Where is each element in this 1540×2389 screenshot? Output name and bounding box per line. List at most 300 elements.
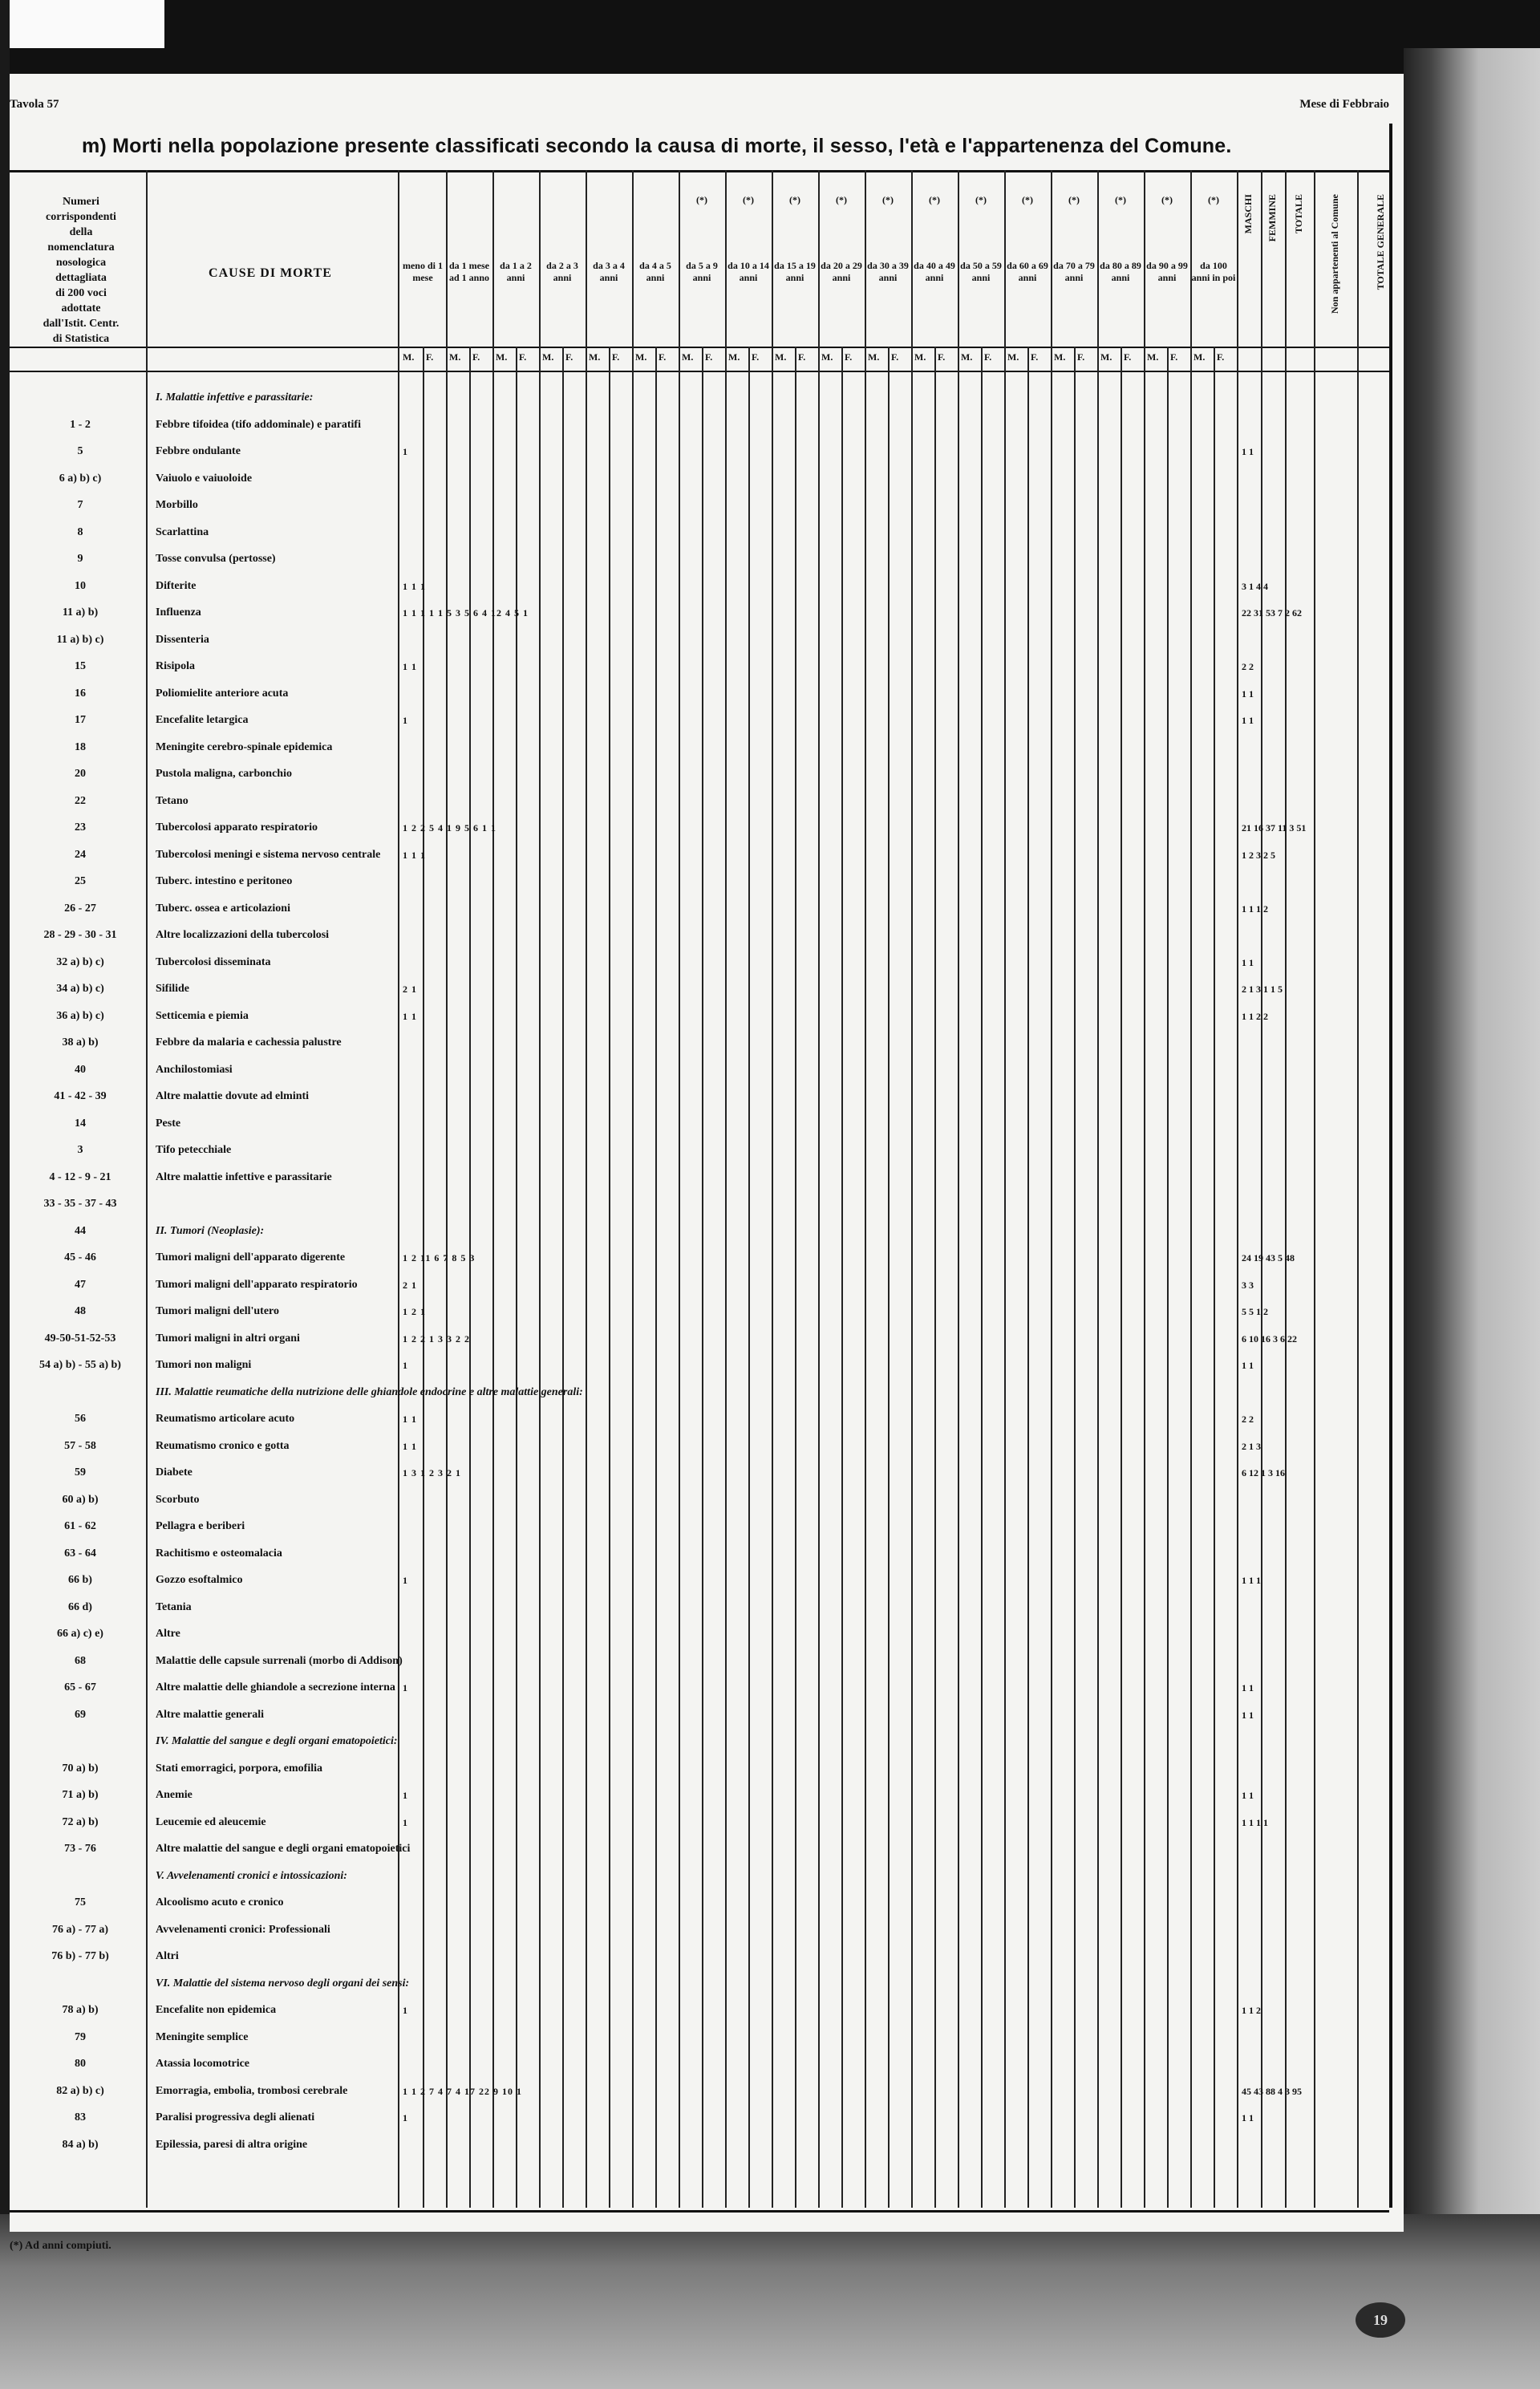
sex-female-header: F.	[565, 351, 573, 363]
scan-border-left	[0, 0, 10, 2389]
row-totals: 3 3	[1242, 1279, 1254, 1291]
table-row	[10, 1681, 1389, 1697]
table-row	[10, 1063, 1389, 1079]
row-age-values: 1	[403, 1816, 408, 1828]
row-nomenclature-number: 84 a) b)	[62, 2138, 99, 2151]
totale-header: TOTALE	[1293, 194, 1304, 233]
age-footnote-marker: (*)	[929, 194, 940, 205]
table-row	[10, 874, 1389, 890]
row-nomenclature-number: 56	[75, 1413, 86, 1425]
age-footnote-marker: (*)	[696, 194, 707, 205]
row-nomenclature-number: 24	[75, 848, 86, 861]
sex-male-header: M.	[496, 351, 508, 363]
row-nomenclature-number: 49-50-51-52-53	[44, 1332, 116, 1345]
row-nomenclature-number: 16	[75, 687, 86, 700]
row-cause-label: Encefalite non epidemica	[156, 2004, 277, 2016]
row-cause-label: IV. Malattie del sangue e degli organi ematopoietici:	[156, 1735, 398, 1747]
row-cause-label: Anchilostomiasi	[156, 1063, 233, 1076]
row-cause-label: Tubercolosi apparato respiratorio	[156, 821, 318, 834]
non-appartenenti-header: Non appartenenti al Comune	[1329, 194, 1340, 314]
table-row	[10, 1842, 1389, 1858]
row-nomenclature-number: 57 - 58	[64, 1439, 96, 1452]
table-row	[10, 1600, 1389, 1616]
table-row	[10, 1197, 1389, 1213]
scan-border-bottom	[0, 2214, 1540, 2389]
row-cause-label: Tumori maligni dell'apparato respiratorio	[156, 1278, 358, 1291]
sex-male-header: M.	[682, 351, 694, 363]
age-group-header: da 90 a 99 anni	[1146, 260, 1188, 283]
row-cause-label: Risipola	[156, 660, 196, 672]
row-cause-label: Tubercolosi meningi e sistema nervoso centrale	[156, 848, 381, 861]
nomenclature-header-line: di 200 voci	[55, 287, 107, 299]
row-cause-label: Tumori maligni in altri organi	[156, 1332, 300, 1345]
row-totals: 1 1	[1242, 2112, 1254, 2123]
row-cause-label: Pustola maligna, carbonchio	[156, 768, 292, 780]
age-group-header: da 2 a 3 anni	[546, 260, 578, 283]
sex-female-header: F.	[938, 351, 946, 363]
row-totals: 1 1 1 2	[1242, 902, 1268, 915]
table-row	[10, 1332, 1389, 1348]
sex-female-header: F.	[519, 351, 527, 363]
age-group-header: meno di 1 mese	[402, 260, 443, 283]
table-row	[10, 687, 1389, 703]
row-totals: 1 1	[1242, 1682, 1254, 1693]
row-cause-label: Tetania	[156, 1600, 192, 1613]
sex-male-header: M.	[775, 351, 787, 363]
row-cause-label: Tetano	[156, 794, 188, 807]
table-row	[10, 525, 1389, 541]
sex-male-header: M.	[728, 351, 740, 363]
section-heading-row	[10, 1224, 1389, 1240]
row-age-values: 1 1 1	[403, 580, 426, 592]
table-row	[10, 1573, 1389, 1589]
table-row	[10, 1143, 1389, 1159]
age-group-header: da 5 a 9 anni	[686, 260, 718, 283]
row-totals: 6 10 16 3 6 22	[1242, 1332, 1297, 1345]
age-footnote-marker: (*)	[1068, 194, 1080, 205]
table-row	[10, 1923, 1389, 1939]
table-row	[10, 1493, 1389, 1509]
age-footnote-marker: (*)	[836, 194, 847, 205]
row-nomenclature-number: 11 a) b) c)	[56, 633, 104, 646]
row-totals: 2 1 3 1 1 5	[1242, 984, 1283, 995]
sex-female-header: F.	[798, 351, 806, 363]
row-nomenclature-number: 4 - 12 - 9 - 21	[49, 1170, 111, 1183]
row-age-values: 1 2 2 5 4 1 9 5 6 1 1	[403, 822, 496, 834]
table-row	[10, 1358, 1389, 1374]
row-nomenclature-number: 68	[75, 1654, 86, 1667]
running-header-right: Mese di Febbraio	[1299, 98, 1389, 111]
row-age-values: 1 1	[403, 1414, 417, 1425]
table-row	[10, 552, 1389, 568]
row-nomenclature-number: 38 a) b)	[62, 1036, 99, 1048]
row-nomenclature-number: 22	[75, 794, 86, 807]
row-nomenclature-number: 66 d)	[68, 1600, 92, 1613]
table-row	[10, 713, 1389, 729]
table-row	[10, 659, 1389, 675]
table-row	[10, 982, 1389, 998]
scan-paper-corner	[0, 0, 164, 48]
age-footnote-marker: (*)	[789, 194, 800, 205]
age-group-header: da 100 anni in poi	[1191, 260, 1236, 283]
age-group-header: da 1 mese ad 1 anno	[448, 260, 490, 283]
table-row	[10, 1278, 1389, 1294]
nomenclature-header-line: Numeri	[63, 196, 99, 208]
row-totals: 1 1	[1242, 715, 1254, 726]
row-age-values: 1 2 1	[403, 1306, 426, 1317]
sex-female-header: F.	[659, 351, 667, 363]
row-cause-label: Febbre tifoidea (tifo addominale) e paratifi	[156, 418, 361, 431]
row-age-values: 1 2 11 6 7 8 5 3	[403, 1252, 476, 1263]
totale-generale-header: TOTALE GENERALE	[1375, 194, 1386, 290]
row-nomenclature-number: 73 - 76	[64, 1843, 96, 1855]
table-row	[10, 1089, 1389, 1105]
row-totals: 1 1	[1242, 446, 1254, 457]
sex-female-header: F.	[472, 351, 480, 363]
row-totals: 21 16 37 11 3 51	[1242, 822, 1307, 834]
row-cause-label: I. Malattie infettive e parassitarie:	[156, 391, 314, 404]
table-row	[10, 821, 1389, 837]
nomenclature-header-line: adottate	[61, 302, 101, 314]
row-cause-label: Scorbuto	[156, 1493, 200, 1506]
row-nomenclature-number: 32 a) b) c)	[56, 955, 104, 968]
table-row	[10, 2138, 1389, 2154]
sex-female-header: F.	[1077, 351, 1085, 363]
row-nomenclature-number: 48	[75, 1305, 86, 1317]
nomenclature-header-line: corrispondenti	[46, 211, 116, 223]
table-row	[10, 1439, 1389, 1455]
table-row	[10, 1009, 1389, 1025]
age-footnote-marker: (*)	[975, 194, 987, 205]
row-totals: 1 2 3 2 5	[1242, 849, 1275, 861]
age-group-header: da 40 a 49 anni	[914, 260, 955, 283]
document-page	[10, 74, 1404, 2252]
row-nomenclature-number: 34 a) b) c)	[56, 983, 104, 995]
table-row	[10, 1949, 1389, 1965]
table-row	[10, 1627, 1389, 1643]
row-nomenclature-number: 18	[75, 740, 86, 753]
row-age-values: 1 1 2 7 4 7 4 17 22 9 10 1	[403, 2085, 522, 2097]
row-totals: 1 1	[1242, 1709, 1254, 1721]
row-cause-label: Influenza	[156, 606, 201, 619]
footnote: (*) Ad anni compiuti.	[10, 2240, 111, 2252]
row-cause-label: V. Avvelenamenti cronici e intossicazioni:	[156, 1869, 347, 1882]
row-cause-label: Tumori maligni dell'utero	[156, 1305, 280, 1317]
row-nomenclature-number: 72 a) b)	[62, 1815, 99, 1828]
sex-female-header: F.	[752, 351, 760, 363]
row-cause-label: Tumori non maligni	[156, 1359, 252, 1371]
row-cause-label: Dissenteria	[156, 633, 209, 646]
row-totals: 22 31 53 7 2 62	[1242, 607, 1302, 619]
table-row	[10, 498, 1389, 514]
table-row	[10, 606, 1389, 622]
row-nomenclature-number: 45 - 46	[64, 1251, 96, 1263]
row-age-values: 1	[403, 446, 408, 457]
row-nomenclature-number: 76 b) - 77 b)	[51, 1950, 109, 1962]
row-cause-label: Tuberc. ossea e articolazioni	[156, 902, 290, 915]
page-title: m) Morti nella popolazione presente classificati secondo la causa di morte, il sesso, l'età e l'appartenenza del Comune.	[82, 135, 1232, 157]
row-cause-label: Peste	[156, 1117, 181, 1130]
row-nomenclature-number: 60 a) b)	[62, 1493, 99, 1506]
row-age-values: 1 3 1 2 3 2 1	[403, 1467, 461, 1478]
row-nomenclature-number: 11 a) b)	[62, 606, 99, 619]
row-age-values: 1	[403, 2005, 408, 2016]
table-row	[10, 1762, 1389, 1778]
table-row	[10, 767, 1389, 783]
table-row	[10, 2111, 1389, 2127]
sex-female-header: F.	[612, 351, 620, 363]
table-row	[10, 1036, 1389, 1052]
row-nomenclature-number: 8	[77, 525, 83, 538]
row-cause-label: Scarlattina	[156, 525, 209, 538]
col-divider-totals	[1405, 170, 1407, 2208]
sex-male-header: M.	[1194, 351, 1206, 363]
sex-male-header: M.	[1007, 351, 1019, 363]
table-row	[10, 2003, 1389, 2019]
sex-female-header: F.	[1217, 351, 1225, 363]
row-cause-label: Febbre da malaria e cachessia palustre	[156, 1036, 342, 1048]
table-row	[10, 2030, 1389, 2046]
row-nomenclature-number: 26 - 27	[64, 902, 96, 915]
row-cause-label: Altre localizzazioni della tubercolosi	[156, 929, 330, 941]
sex-male-header: M.	[821, 351, 833, 363]
age-group-header: da 60 a 69 anni	[1007, 260, 1048, 283]
table-row	[10, 928, 1389, 944]
row-nomenclature-number: 63 - 64	[64, 1547, 96, 1560]
nomenclature-header-line: dall'Istit. Centr.	[43, 318, 120, 330]
row-cause-label: Morbillo	[156, 499, 198, 511]
row-age-values: 2 1	[403, 1279, 417, 1291]
row-age-values: 1	[403, 1790, 408, 1801]
row-nomenclature-number: 83	[75, 2111, 86, 2123]
row-nomenclature-number: 14	[75, 1117, 86, 1130]
row-cause-label: Reumatismo cronico e gotta	[156, 1439, 290, 1452]
row-nomenclature-number: 54 a) b) - 55 a) b)	[39, 1359, 121, 1371]
nomenclature-header	[16, 194, 146, 347]
table-row	[10, 1708, 1389, 1724]
row-cause-label: Altre malattie delle ghiandole a secrezione interna	[156, 1681, 395, 1693]
age-group-header: da 20 a 29 anni	[821, 260, 862, 283]
row-nomenclature-number: 61 - 62	[64, 1520, 96, 1532]
row-cause-label: Difterite	[156, 579, 197, 592]
sex-female-header: F.	[1170, 351, 1178, 363]
row-age-values: 1	[403, 1575, 408, 1586]
sex-male-header: M.	[1147, 351, 1159, 363]
age-group-header: da 1 a 2 anni	[500, 260, 532, 283]
row-nomenclature-number: 80	[75, 2058, 86, 2070]
table-row	[10, 444, 1389, 460]
table-row	[10, 848, 1389, 864]
row-nomenclature-number: 20	[75, 768, 86, 780]
row-nomenclature-number: 40	[75, 1063, 86, 1076]
table-row	[10, 1466, 1389, 1482]
row-nomenclature-number: 23	[75, 821, 86, 834]
row-totals: 2 2	[1242, 661, 1254, 672]
row-nomenclature-number: 36 a) b) c)	[56, 1009, 104, 1022]
sex-female-header: F.	[1124, 351, 1132, 363]
row-cause-label: Anemie	[156, 1789, 192, 1801]
row-totals: 45 43 88 4 3 95	[1242, 2085, 1302, 2097]
table-row	[10, 902, 1389, 918]
row-nomenclature-number: 17	[75, 714, 86, 726]
age-group-header: da 10 a 14 anni	[727, 260, 769, 283]
table-row	[10, 1788, 1389, 1804]
age-group-header: da 30 a 39 anni	[867, 260, 909, 283]
age-footnote-marker: (*)	[743, 194, 754, 205]
cause-header: CAUSE DI MORTE	[209, 266, 332, 280]
row-totals: 1 1	[1242, 1790, 1254, 1801]
sex-female-header: F.	[984, 351, 992, 363]
row-cause-label: Alcoolismo acuto e cronico	[156, 1896, 284, 1908]
row-cause-label: Atassia locomotrice	[156, 2058, 250, 2070]
nomenclature-header-line: della	[69, 226, 93, 238]
row-cause-label: Tifo petecchiale	[156, 1144, 232, 1156]
row-totals: 2 1 3	[1242, 1440, 1261, 1452]
row-cause-label: Altre malattie dovute ad elminti	[156, 1090, 310, 1102]
sex-male-header: M.	[449, 351, 461, 363]
row-totals: 1 1 1	[1242, 1575, 1261, 1586]
row-cause-label: Stati emorragici, porpora, emofilia	[156, 1762, 323, 1775]
row-cause-label: Emorragia, embolia, trombosi cerebrale	[156, 2084, 348, 2097]
section-heading-row	[10, 391, 1389, 407]
running-header-left: Tavola 57	[10, 98, 59, 111]
maschi-header: MASCHI	[1242, 194, 1254, 234]
row-cause-label: Sifilide	[156, 983, 190, 995]
nomenclature-header-line: di Statistica	[52, 333, 110, 345]
row-cause-label: Gozzo esoftalmico	[156, 1574, 243, 1586]
row-cause-label: Leucemie ed aleucemie	[156, 1815, 266, 1828]
sex-female-header: F.	[705, 351, 713, 363]
row-nomenclature-number: 5	[77, 445, 83, 457]
row-age-values: 1 1 1 1 1 5 3 5 6 4 12 4 5 1	[403, 607, 529, 619]
row-cause-label: Diabete	[156, 1466, 192, 1478]
sex-female-header: F.	[426, 351, 434, 363]
row-nomenclature-number: 82 a) b) c)	[56, 2084, 104, 2097]
age-footnote-marker: (*)	[1022, 194, 1033, 205]
table-row	[10, 2057, 1389, 2073]
row-nomenclature-number: 71 a) b)	[62, 1789, 99, 1801]
row-nomenclature-number: 15	[75, 660, 86, 672]
row-cause-label: Epilessia, paresi di altra origine	[156, 2138, 308, 2151]
sex-male-header: M.	[1100, 351, 1112, 363]
row-cause-label: Altre malattie del sangue e degli organi ematopoietici	[156, 1843, 411, 1855]
row-cause-label: Reumatismo articolare acuto	[156, 1413, 295, 1425]
table-row	[10, 1170, 1389, 1186]
row-nomenclature-number: 9	[77, 553, 83, 565]
age-footnote-marker: (*)	[882, 194, 894, 205]
row-nomenclature-number: 10	[75, 579, 86, 592]
row-nomenclature-number: 69	[75, 1708, 86, 1721]
row-nomenclature-number: 70 a) b)	[62, 1762, 99, 1775]
row-totals: 1 1	[1242, 687, 1254, 700]
table-row	[10, 472, 1389, 488]
row-cause-label: Pellagra e beriberi	[156, 1520, 245, 1532]
page-folio-stamp: 19	[1356, 2302, 1405, 2338]
row-cause-label: Poliomielite anteriore acuta	[156, 687, 289, 700]
row-cause-label: Altri	[156, 1950, 179, 1962]
table-row	[10, 579, 1389, 595]
table-row	[10, 1519, 1389, 1535]
table-row	[10, 740, 1389, 756]
row-cause-label: II. Tumori (Neoplasie):	[156, 1224, 265, 1237]
row-totals: 5 5 1 2	[1242, 1306, 1268, 1317]
nomenclature-header-line: nosologica	[55, 257, 107, 269]
row-nomenclature-number: 47	[75, 1278, 86, 1291]
row-age-values: 1	[403, 2112, 408, 2123]
row-nomenclature-number: 78 a) b)	[62, 2004, 99, 2016]
row-cause-label: Encefalite letargica	[156, 714, 249, 726]
row-cause-label: Malattie delle capsule surrenali (morbo di Addison)	[156, 1654, 403, 1667]
table-row	[10, 1117, 1389, 1133]
row-nomenclature-number: 33 - 35 - 37 - 43	[43, 1198, 117, 1210]
age-footnote-marker: (*)	[1161, 194, 1173, 205]
sex-male-header: M.	[1054, 351, 1066, 363]
sex-female-header: F.	[845, 351, 853, 363]
table-right-border	[1389, 124, 1392, 2208]
table-row	[10, 1251, 1389, 1267]
row-age-values: 1 1	[403, 1010, 417, 1022]
table-row	[10, 955, 1389, 971]
row-totals: 1 1	[1242, 1360, 1254, 1371]
row-nomenclature-number: 28 - 29 - 30 - 31	[43, 929, 117, 941]
sex-male-header: M.	[542, 351, 554, 363]
row-nomenclature-number: 66 b)	[68, 1574, 92, 1586]
row-cause-label: Paralisi progressiva degli alienati	[156, 2111, 315, 2123]
section-heading-row	[10, 1385, 1389, 1401]
row-cause-label: Rachitismo e osteomalacia	[156, 1547, 282, 1560]
row-nomenclature-number: 66 a) c) e)	[57, 1628, 103, 1640]
row-nomenclature-number: 65 - 67	[64, 1681, 96, 1693]
row-age-values: 1	[403, 1360, 408, 1371]
row-cause-label: Meningite cerebro-spinale epidemica	[156, 740, 333, 753]
age-group-header: da 80 a 89 anni	[1100, 260, 1141, 283]
row-age-values: 1 1 1	[403, 849, 426, 861]
header-rule-bottom	[10, 371, 1389, 372]
row-cause-label: Vaiuolo e vaiuoloide	[156, 472, 253, 485]
row-cause-label: Tumori maligni dell'apparato digerente	[156, 1251, 346, 1263]
row-nomenclature-number: 3	[77, 1144, 83, 1156]
section-heading-row	[10, 1734, 1389, 1750]
row-cause-label: Setticemia e piemia	[156, 1009, 249, 1022]
sex-male-header: M.	[635, 351, 647, 363]
table-row	[10, 1896, 1389, 1912]
row-cause-label: Avvelenamenti cronici: Professionali	[156, 1923, 330, 1936]
row-age-values: 1 1	[403, 1440, 417, 1452]
row-cause-label: Altre malattie generali	[156, 1708, 265, 1721]
row-cause-label: Tosse convulsa (pertosse)	[156, 553, 276, 565]
row-totals: 6 12 1 3 16	[1242, 1467, 1285, 1478]
row-cause-label: Tuberc. intestino e peritoneo	[156, 875, 293, 887]
row-cause-label: Tubercolosi disseminata	[156, 955, 271, 968]
table-row	[10, 418, 1389, 434]
row-nomenclature-number: 59	[75, 1466, 86, 1478]
age-group-header: da 3 a 4 anni	[593, 260, 625, 283]
sex-male-header: M.	[914, 351, 926, 363]
section-heading-row	[10, 1977, 1389, 1993]
row-totals: 1 1	[1242, 956, 1254, 968]
table-row	[10, 1815, 1389, 1831]
row-cause-label: Meningite semplice	[156, 2030, 249, 2043]
scan-border-right	[1404, 48, 1540, 2389]
table-row	[10, 1304, 1389, 1320]
row-nomenclature-number: 79	[75, 2030, 86, 2043]
row-cause-label: VI. Malattie del sistema nervoso degli organi dei sensi:	[156, 1977, 410, 1989]
age-group-header: da 15 a 19 anni	[774, 260, 816, 283]
row-age-values: 2 1	[403, 984, 417, 995]
row-age-values: 1 1	[403, 661, 417, 672]
row-totals: 1 1 2	[1242, 2005, 1261, 2016]
sex-male-header: M.	[589, 351, 601, 363]
